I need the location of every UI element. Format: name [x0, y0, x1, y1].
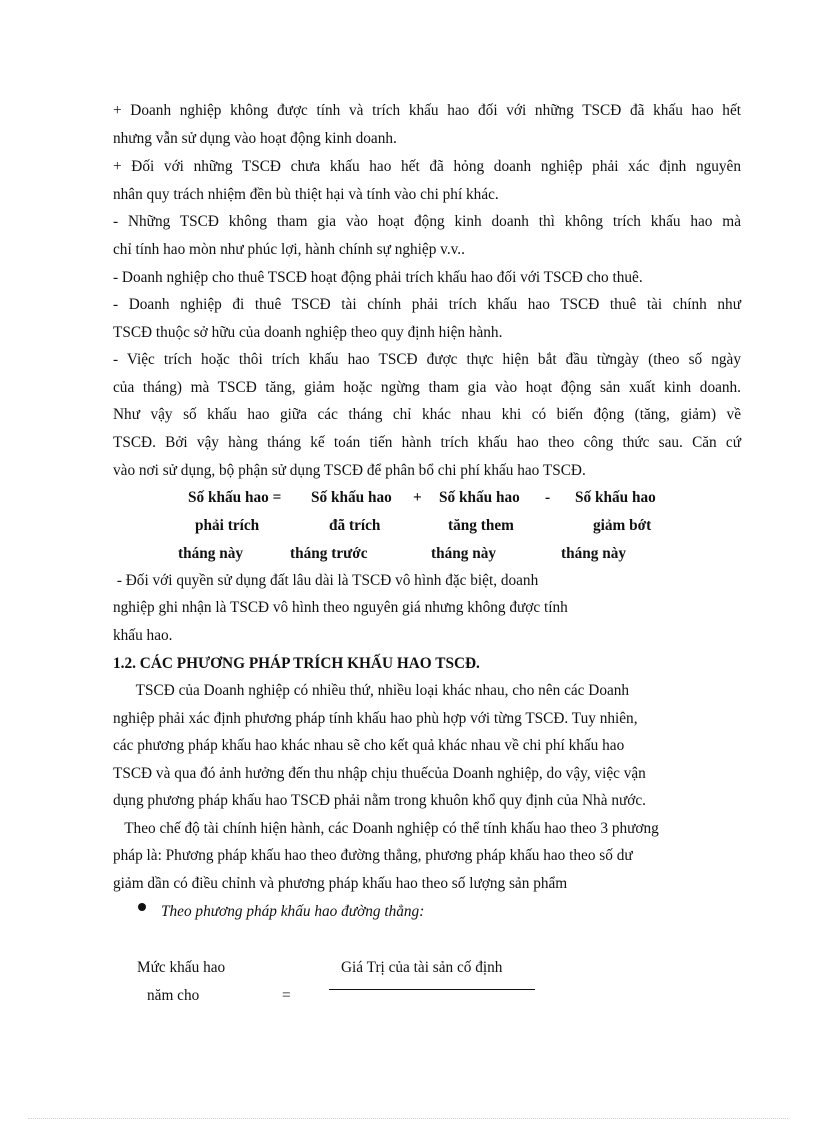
formula-operator: -	[545, 489, 551, 506]
formula-left-label: Mức khấu hao	[137, 959, 226, 976]
paragraph-line: nhân quy trách nhiệm đền bù thiệt hại và tính vào chi phí khác.	[113, 186, 499, 203]
section-line: các phương pháp khấu hao khác nhau sẽ cho kết quả khác nhau về chi phí khấu hao	[113, 737, 625, 754]
formula-term: Số khấu hao	[439, 489, 520, 506]
paragraph-line: + Doanh nghiệp không được tính và trích khấu hao đối với những TSCĐ đã khấu hao hết	[113, 102, 741, 119]
paragraph-line: Như vậy số khấu hao giữa các tháng chỉ khác nhau khi có biến động (tăng, giảm) về	[113, 406, 741, 423]
paragraph-line: - Doanh nghiệp đi thuê TSCĐ tài chính phải trích khấu hao TSCĐ thuê tài chính như	[113, 296, 741, 313]
paragraph-line: - Việc trích hoặc thôi trích khấu hao TSCĐ được thực hiện bắt đầu từngày (theo số ngày	[113, 351, 741, 368]
paragraph-line: chỉ tính hao mòn như phúc lợi, hành chính sự nghiệp v.v..	[113, 241, 465, 258]
paragraph-line: của tháng) mà TSCĐ tăng, giảm hoặc ngừng tham gia vào hoạt động sản xuất kinh doanh.	[113, 379, 741, 396]
paragraph-line: TSCĐ. Bởi vậy hàng tháng kế toán tiến hành trích khấu hao theo công thức sau. Căn cứ	[113, 434, 741, 451]
section-line: nghiệp phải xác định phương pháp tính khấu hao phù hợp với từng TSCĐ. Tuy nhiên,	[113, 710, 638, 727]
formula-term: tháng này	[178, 545, 244, 562]
bullet-text: Theo phương pháp khấu hao đường thẳng:	[161, 903, 425, 920]
formula-term: tăng them	[448, 517, 514, 534]
section-line: pháp là: Phương pháp khấu hao theo đường thẳng, phương pháp khấu hao theo số dư	[113, 847, 633, 864]
note-line: nghiệp ghi nhận là TSCĐ vô hình theo nguyên giá nhưng không được tính	[113, 599, 568, 616]
section-line: dụng phương pháp khấu hao TSCĐ phải nằm trong khuôn khổ quy định của Nhà nước.	[113, 792, 646, 809]
section-line: TSCĐ của Doanh nghiệp có nhiều thứ, nhiều loại khác nhau, cho nên các Doanh	[113, 682, 630, 699]
formula-term: Số khấu hao	[575, 489, 656, 506]
formula-term: Số khấu hao =	[188, 489, 282, 506]
note-line: khấu hao.	[113, 627, 173, 644]
paragraph-line: vào nơi sử dụng, bộ phận sử dụng TSCĐ để phân bổ chi phí khấu hao TSCĐ.	[113, 462, 586, 479]
paragraph-line: TSCĐ thuộc sở hữu của doanh nghiệp theo quy định hiện hành.	[113, 324, 503, 341]
formula-term: đã trích	[329, 517, 381, 534]
paragraph-line: + Đối với những TSCĐ chưa khấu hao hết đã hỏng doanh nghiệp phải xác định nguyên	[113, 158, 741, 175]
formula-term: tháng này	[431, 545, 497, 562]
formula-operator: +	[413, 489, 422, 506]
section-line: TSCĐ và qua đó ảnh hưởng đến thu nhập chịu thuếcủa Doanh nghiệp, do vậy, việc vận	[113, 765, 646, 782]
formula-term: giảm bớt	[593, 517, 652, 534]
section-heading: 1.2. CÁC PHƯƠNG PHÁP TRÍCH KHẤU HAO TSCĐ.	[113, 655, 480, 672]
formula-term: tháng này	[561, 545, 627, 562]
fraction-line	[329, 989, 535, 990]
formula-left-label: năm cho	[147, 987, 200, 1004]
paragraph-line: - Những TSCĐ không tham gia vào hoạt động kinh doanh thì không trích khấu hao mà	[113, 213, 741, 230]
bullet-icon	[138, 903, 146, 911]
section-line: Theo chế độ tài chính hiện hành, các Doanh nghiệp có thể tính khấu hao theo 3 phương	[113, 820, 659, 837]
formula-term: tháng trước	[290, 545, 368, 562]
formula-numerator: Giá Trị của tài sản cố định	[341, 959, 503, 976]
paragraph-line: - Doanh nghiệp cho thuê TSCĐ hoạt động phải trích khấu hao đối với TSCĐ cho thuê.	[113, 269, 643, 286]
formula-term: phải trích	[195, 517, 260, 534]
formula-equals: =	[282, 987, 291, 1004]
section-line: giảm dần có điều chỉnh và phương pháp khấu hao theo số lượng sản phẩm	[113, 875, 568, 892]
note-line: - Đối với quyền sử dụng đất lâu dài là TSCĐ vô hình đặc biệt, doanh	[113, 572, 539, 589]
formula-term: Số khấu hao	[311, 489, 392, 506]
page-bottom-rule	[28, 1118, 788, 1119]
paragraph-line: nhưng vẫn sử dụng vào hoạt động kinh doanh.	[113, 130, 397, 147]
